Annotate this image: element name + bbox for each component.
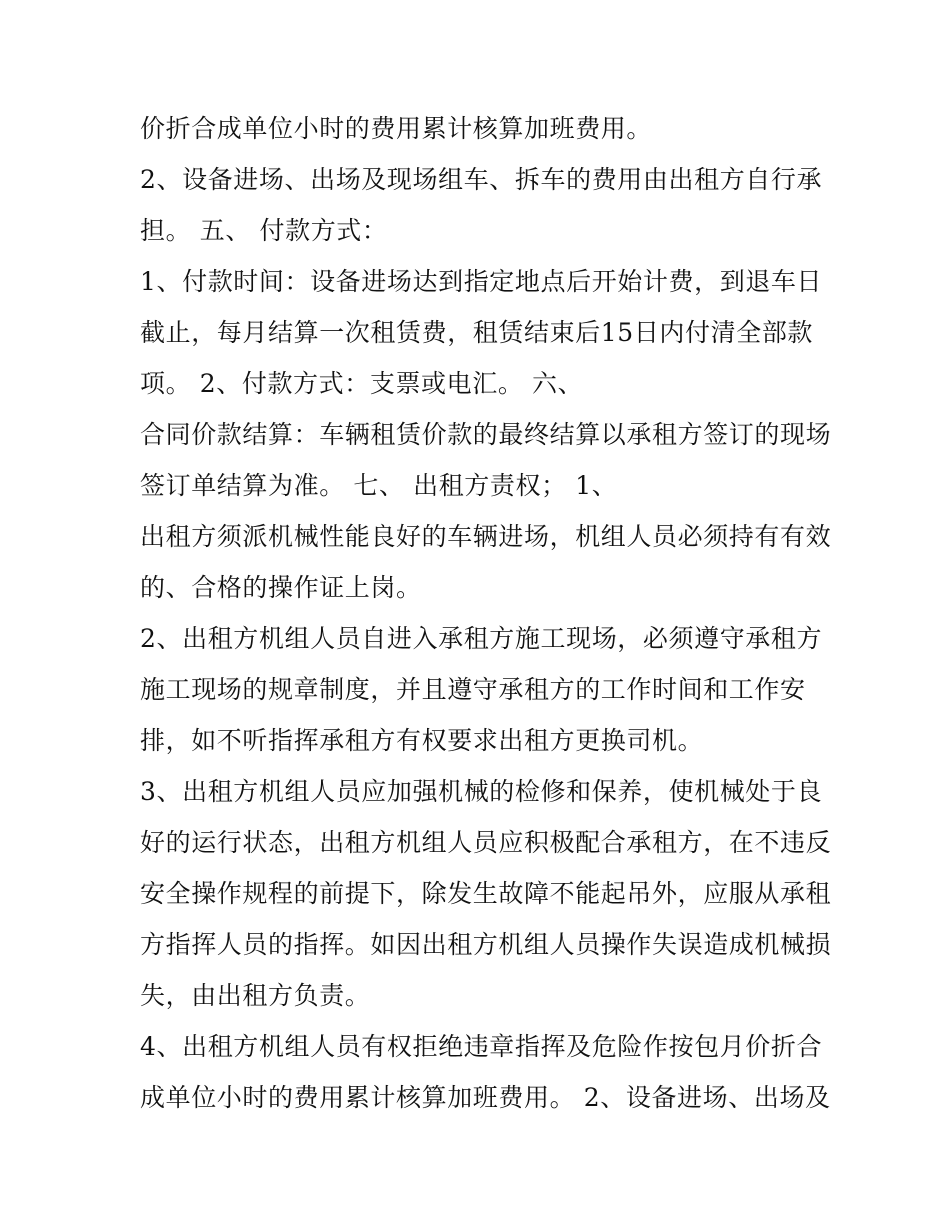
text-line: 截止，每月结算一次租赁费，租赁结束后15日内付清全部款	[140, 318, 814, 347]
text-line: 2、出租方机组人员自进入承租方施工现场，必须遵守承租方	[140, 624, 823, 653]
text-line: 2、设备进场、出场及现场组车、拆车的费用由出租方自行承	[140, 165, 823, 194]
text-line: 3、出租方机组人员应加强机械的检修和保养，使机械处于良	[140, 777, 823, 806]
text-line: 排，如不听指挥承租方有权要求出租方更换司机。	[140, 726, 704, 755]
text-line: 失，由出租方负责。	[140, 981, 371, 1010]
text-line: 好的运行状态，出租方机组人员应积极配合承租方，在不违反	[140, 828, 832, 857]
text-line: 施工现场的规章制度，并且遵守承租方的工作时间和工作安	[140, 675, 806, 704]
text-line: 安全操作规程的前提下，除发生故障不能起吊外，应服从承租	[140, 879, 832, 908]
text-line: 签订单结算为准。 七、 出租方责权； 1、	[140, 471, 618, 500]
text-line: 价折合成单位小时的费用累计核算加班费用。	[140, 114, 653, 143]
text-line: 的、合格的操作证上岗。	[140, 573, 422, 602]
text-line: 成单位小时的费用累计核算加班费用。 2、设备进场、出场及	[140, 1083, 831, 1112]
text-line: 出租方须派机械性能良好的车辆进场，机组人员必须持有有效	[140, 522, 832, 551]
text-line: 4、出租方机组人员有权拒绝违章指挥及危险作按包月价折合	[140, 1032, 823, 1061]
text-line: 方指挥人员的指挥。如因出租方机组人员操作失误造成机械损	[140, 930, 832, 959]
text-line: 担。 五、 付款方式：	[140, 216, 388, 245]
text-line: 合同价款结算：车辆租赁价款的最终结算以承租方签订的现场	[140, 420, 832, 449]
text-line: 项。 2、付款方式：支票或电汇。 六、	[140, 369, 584, 398]
text-line: 1、付款时间：设备进场达到指定地点后开始计费，到退车日	[140, 267, 823, 296]
